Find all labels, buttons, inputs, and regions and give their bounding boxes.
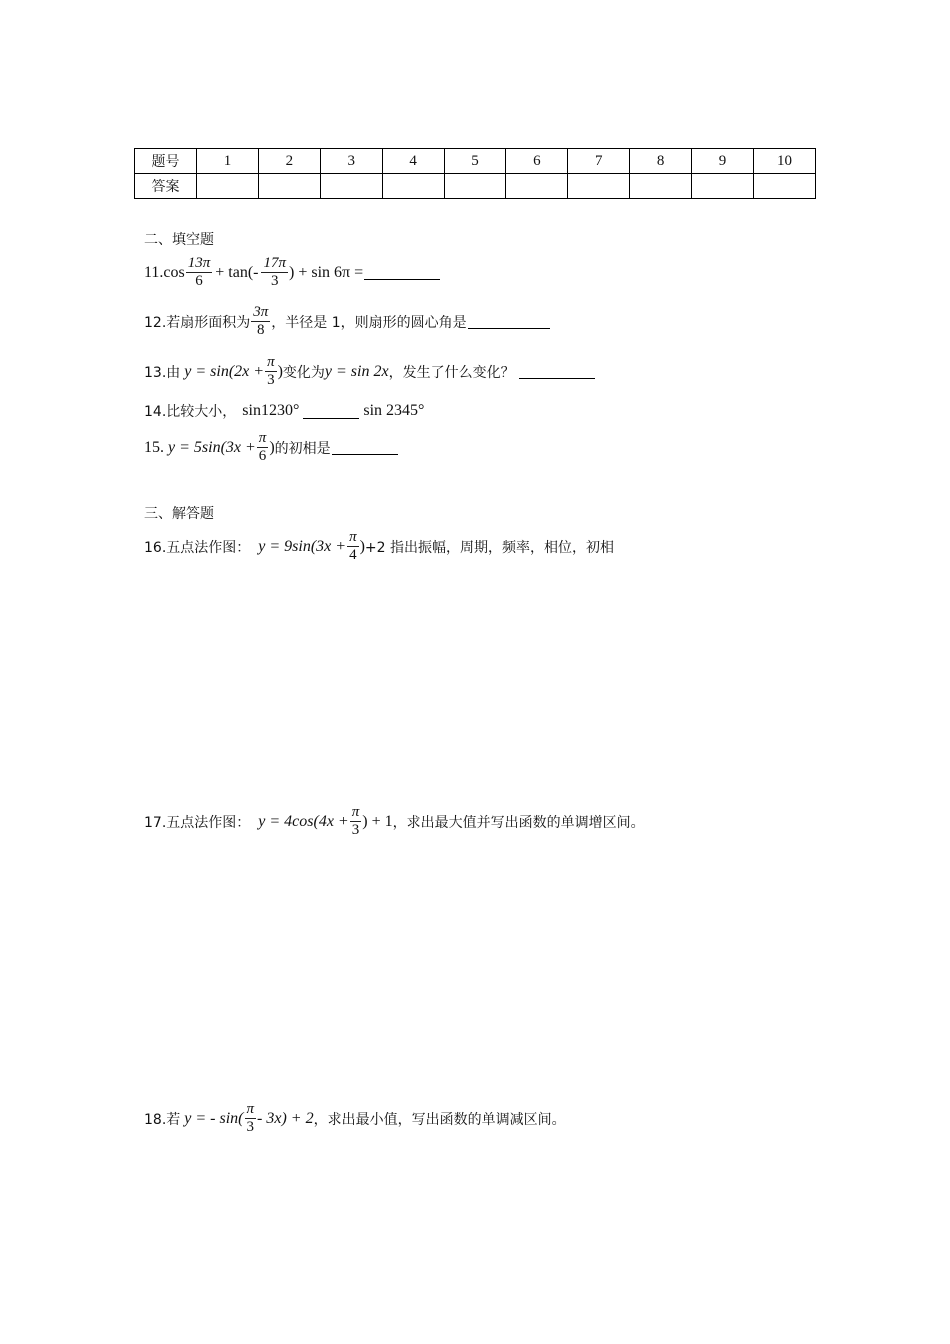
q18-fraction-den: 3 bbox=[246, 1119, 254, 1136]
question-17 bbox=[144, 804, 645, 840]
q13-expr-1: y = sin(2x + bbox=[184, 362, 265, 380]
table-header-label: 题号 bbox=[135, 149, 197, 174]
q16-fraction-num: π bbox=[349, 529, 357, 545]
q15-expr: y = 5sin(3x + bbox=[168, 438, 256, 456]
q14-prefix: 14.比较大小， bbox=[144, 404, 237, 420]
q14-right: sin 2345° bbox=[363, 402, 425, 419]
q18-close: - 3x) + 2 bbox=[257, 1109, 314, 1127]
q12-answer-blank[interactable] bbox=[468, 314, 550, 329]
q11-tail: ) + sin 6π = bbox=[289, 263, 364, 281]
q18-fraction-num: π bbox=[246, 1101, 255, 1117]
q17-expr: y = 4cos(4x + bbox=[258, 812, 349, 830]
q13-answer-blank[interactable] bbox=[519, 364, 595, 379]
q11-fraction-2-num: 17π bbox=[263, 255, 286, 271]
q16-fraction bbox=[347, 529, 359, 565]
q12-suffix: ，半径是 1，则扇形的圆心角是 bbox=[271, 314, 467, 331]
table-row-numbers bbox=[135, 149, 816, 174]
q17-suffix: ，求出最大值并写出函数的单调增区间。 bbox=[392, 814, 645, 831]
table-cell-number: 10 bbox=[753, 149, 815, 174]
answer-cell[interactable] bbox=[630, 174, 692, 199]
q11-answer-blank[interactable] bbox=[364, 265, 440, 280]
q15-answer-blank[interactable] bbox=[332, 440, 398, 455]
q11-fraction-1 bbox=[186, 255, 213, 291]
q16-fraction-den: 4 bbox=[349, 547, 357, 564]
q14-answer-blank[interactable] bbox=[303, 404, 359, 419]
table-cell-number: 3 bbox=[320, 149, 382, 174]
q16-expr: y = 9sin(3x + bbox=[258, 537, 347, 555]
question-13 bbox=[144, 354, 595, 390]
q12-prefix: 12.若扇形面积为 bbox=[144, 314, 251, 331]
q16-close: ) bbox=[359, 537, 365, 555]
table-cell-number: 7 bbox=[568, 149, 630, 174]
q18-suffix: ，求出最小值，写出函数的单调减区间。 bbox=[313, 1111, 566, 1128]
q15-fraction bbox=[257, 430, 269, 466]
q17-fraction bbox=[350, 804, 362, 840]
q12-fraction-den: 8 bbox=[257, 322, 265, 339]
table-cell-number: 4 bbox=[382, 149, 444, 174]
q14-left: sin1230° bbox=[242, 402, 300, 419]
q11-number: 11. bbox=[144, 263, 164, 281]
table-answer-label: 答案 bbox=[135, 174, 197, 199]
section-fill-in-title: 二、填空题 bbox=[144, 232, 214, 248]
table-row-answers bbox=[135, 174, 816, 199]
table-cell-number: 1 bbox=[197, 149, 259, 174]
answer-cell[interactable] bbox=[568, 174, 630, 199]
q16-prefix: 16.五点法作图： bbox=[144, 539, 251, 556]
q17-prefix: 17.五点法作图： bbox=[144, 814, 251, 831]
table-cell-number: 8 bbox=[630, 149, 692, 174]
q15-suffix: 的初相是 bbox=[274, 440, 331, 457]
q13-fraction-den: 3 bbox=[267, 372, 275, 389]
q17-fraction-num: π bbox=[351, 804, 360, 820]
question-12 bbox=[144, 304, 550, 340]
q18-expr: y = - sin( bbox=[184, 1109, 244, 1127]
answer-table bbox=[134, 148, 816, 199]
q11-fraction-1-num: 13π bbox=[187, 255, 211, 271]
q13-prefix: 13.由 bbox=[144, 364, 181, 381]
q17-close: ) + 1 bbox=[362, 812, 393, 830]
answer-cell[interactable] bbox=[382, 174, 444, 199]
q13-fraction bbox=[265, 354, 277, 390]
q15-prefix: 15. bbox=[144, 438, 164, 456]
question-14 bbox=[144, 401, 424, 421]
q16-suffix: +2 指出振幅，周期，频率，相位，初相 bbox=[364, 539, 614, 556]
q13-close: ) bbox=[277, 362, 283, 380]
question-15 bbox=[144, 430, 398, 466]
q13-mid: 变化为 bbox=[282, 364, 325, 381]
answer-cell[interactable] bbox=[320, 174, 382, 199]
q15-close: ) bbox=[269, 438, 275, 456]
answer-cell[interactable] bbox=[506, 174, 568, 199]
question-18 bbox=[144, 1101, 566, 1137]
q11-fraction-1-den: 6 bbox=[195, 273, 203, 290]
q11-fraction-2-den: 3 bbox=[270, 273, 279, 290]
q12-fraction-num: 3π bbox=[253, 304, 269, 320]
q13-fraction-num: π bbox=[267, 354, 275, 370]
question-16 bbox=[144, 529, 614, 565]
question-11 bbox=[144, 255, 440, 291]
q15-fraction-den: 6 bbox=[258, 448, 267, 465]
table-cell-number: 9 bbox=[692, 149, 754, 174]
q11-cos: cos bbox=[163, 263, 185, 281]
q15-fraction-num: π bbox=[258, 430, 267, 446]
q18-fraction bbox=[245, 1101, 257, 1137]
q12-fraction bbox=[251, 304, 270, 340]
answer-cell[interactable] bbox=[258, 174, 320, 199]
answer-cell[interactable] bbox=[753, 174, 815, 199]
q17-fraction-den: 3 bbox=[351, 822, 360, 839]
table-cell-number: 2 bbox=[258, 149, 320, 174]
answer-cell[interactable] bbox=[692, 174, 754, 199]
q11-fraction-2 bbox=[261, 255, 288, 291]
answer-cell[interactable] bbox=[444, 174, 506, 199]
q18-prefix: 18.若 bbox=[144, 1111, 181, 1128]
q13-expr-2: y = sin 2x bbox=[324, 362, 389, 380]
table-cell-number: 5 bbox=[444, 149, 506, 174]
table-cell-number: 6 bbox=[506, 149, 568, 174]
q11-mid: + tan(- bbox=[215, 263, 259, 281]
q13-suffix: ，发生了什么变化？ bbox=[388, 364, 515, 381]
answer-cell[interactable] bbox=[197, 174, 259, 199]
section-answer-title: 三、解答题 bbox=[144, 506, 214, 522]
